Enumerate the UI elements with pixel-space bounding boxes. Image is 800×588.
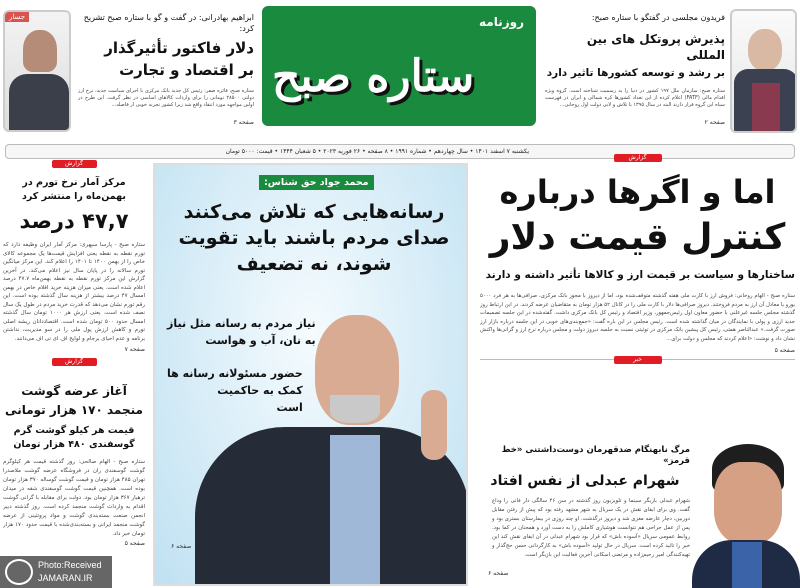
- story-headline: بر رشد و توسعه کشورها تاثیر دارد: [546, 67, 725, 79]
- story-body: ستاره صبح: سازمان ملل ۱۹۷ کشور در دنیا را به رسمیت شناخته است. گروه ویژه اقدام مالی (FATF) اعلام کرده از این تعداد کشورها کره شمالی و ایران در فهرست سیاه این گروه قرار دارند البته در سال ۱۳۹۵ با تلاش و لابی دولت اول روحانی...: [545, 88, 725, 108]
- photo-badge: جسار: [5, 12, 29, 22]
- page-ref: صفحه ۵: [124, 540, 145, 547]
- main-headline: اما و اگرها درباره: [499, 173, 776, 211]
- page-ref: صفحه ۲: [704, 119, 725, 126]
- page-ref: صفحه ۷: [124, 346, 145, 353]
- meat-story[interactable]: [3, 382, 145, 548]
- story-kicker: فریدون مجلسی در گفتگو با ستاره صبح:: [591, 13, 725, 22]
- jamaran-logo-icon: [5, 559, 33, 585]
- masthead-title: ستاره صبح: [272, 51, 475, 102]
- obituary-story[interactable]: [480, 445, 690, 578]
- story-kicker: مرکز آمار نرخ تورم در بهمن‌ماه را منتشر کرد: [22, 177, 126, 202]
- story-body: ستاره صبح - پارسا سپهری: مرکز آمار ایران وظیفه دارد که تورم نقطه به نقطه یعنی افزایش قیمت‌ها یک مجموعه کالای خاص را از بهمن ۱۴۰۰ تا ۱۴۰۱ را اعلام کند. این مرکز میانگین تورم سالانه را در پایان سال نیز اعلام می‌کند. در آخرین گزارش این مرکز تورم نقطه به نقطه بهمن‌ماه ۴۷.۷ درصد اعلام شده است. یعنی میزان هزینه خرید اقلام خاص در بهمن امسال ۴۷ درصد بیشتر از هزینه سال گذشته بوده است. این رقم تورم نشان می‌دهد که قدرت خرید مردم در طول یک سال نصف شده است. یعنی ارزش هر ۱۰۰۰ تومان سال گذشته امسال حدود ۵۰۰ تومان شده است. اقتصاددانان ریشه اصلی تورم و کاهش ارزش پول ملی را در سو مدیریت، نداشتن برنامه و عدم احیای برجام و لوایح اف ای تی اف می‌دانند.: [3, 242, 145, 342]
- story-headline: شهرام عبدلی از نفس افتاد: [490, 473, 680, 489]
- page-ref: صفحه ۵: [774, 347, 795, 354]
- interview-feature[interactable]: [153, 163, 468, 586]
- quote-line: به نان، آب و هواست: [205, 334, 316, 347]
- watermark: [0, 556, 112, 588]
- quote-line: حضور مسئولانه رسانه ها: [167, 367, 303, 380]
- page-ref: صفحه ۳: [233, 119, 254, 126]
- photo-majlesi: [730, 9, 797, 133]
- story-body: ستاره صبح، فائزه صفر: رئیس کل جدید بانک مرکزی با اجرای سیاست جدید، نرخ ارز دولتی ۲۸۵۰۰ تومانی را برای واردات کالاهای اساسی در نظر گرفت. این طرح در اولین مواجهه مورد انتقاد واقع شد زیرا کشور تجربه خوبی از فاصله...: [78, 88, 254, 108]
- page-ref: صفحه ۶: [488, 570, 509, 577]
- main-headline: کنترل قیمت دلار: [489, 217, 786, 258]
- watermark-line-2: JAMARAN.IR: [38, 573, 93, 583]
- main-story[interactable]: [480, 154, 795, 364]
- quote-line: است: [276, 401, 303, 414]
- quote-line: نیاز مردم به رسانه مثل نیاز: [167, 317, 316, 330]
- masthead-label: روزنامه: [479, 15, 524, 29]
- masthead-logo: [262, 6, 536, 126]
- story-headline: بر اقتصاد و تجارت: [119, 61, 254, 79]
- quote-line: کمک به حاکمیت: [217, 384, 303, 397]
- report-tag: گزارش: [52, 160, 97, 168]
- news-tag: خبر: [614, 356, 662, 364]
- page-ref: صفحه ۶: [171, 543, 192, 550]
- story-kicker: مرگ نابهنگام ضدقهرمان دوست‌داشتنی «خط قرمز»: [501, 445, 690, 466]
- watermark-line-1: Photo:Received: [38, 560, 102, 570]
- report-tag: گزارش: [52, 358, 97, 366]
- interview-quote-1: [167, 315, 316, 349]
- interview-quote-2: [167, 365, 303, 416]
- story-headline: ۴۷,۷ درصد: [19, 209, 129, 233]
- story-headline: دلار فاکتور تأثیرگذار: [104, 39, 254, 57]
- left-top-story[interactable]: [78, 12, 254, 127]
- main-subhead: ساختارها و سیاست بر قیمت ارز و کالاها تأثیر داشته و دارند: [485, 269, 795, 281]
- dateline-text: یکشنبه ۷ اسفند ۱۴۰۱ • سال چهاردهم • شماره ۱۹۹۱ • ۸ صفحه • ۲۶ فوریه ۲۰۲۳ • ۵ شعبان ۱۴۴۴ • قیمت: ۵۰۰۰ تومان: [225, 148, 529, 155]
- story-headline: پذیرش پروتکل های بین المللی: [586, 32, 725, 62]
- story-headline: آغاز عرضه گوشت منجمد ۱۷۰ هزار تومانی: [5, 384, 143, 417]
- inflation-story[interactable]: [3, 160, 145, 366]
- story-subhead: قیمت هر کیلو گوشت گرم گوسفندی ۴۸۰ هزار تومان: [13, 425, 135, 450]
- story-kicker: ابراهیم بهادرانی: در گفت و گو با ستاره صبح تشریح کرد:: [83, 13, 254, 33]
- photo-shahram-abdoli: [692, 440, 800, 588]
- right-top-story[interactable]: [545, 12, 725, 127]
- interview-kicker: محمد جواد حق شناس:: [259, 175, 374, 190]
- story-body: شهرام عبدلی بازیگر سینما و تلویزیون روز گذشته در سن ۴۶ سالگی دار فانی را وداع گفت. وی برای ایفای نقش در یک سریال به شهر مشهد رفته بود که پیش از رفتن مقابل دوربین، دچار عارضه مغزی شد و دیروز درگذشت. او چند روزی در بیمارستان بستری بود و پس از عمل جراحی هم نتوانست هوشیاری کاملش را به دست آورد و همجنان در کما بود. روابط عمومی سریال «آسوده باش» که قرار بود شهرام عبدلی در آن ایفای نقش کند این خبر را تائید کرده است. سریال در حال تولید «آسوده باش» به کارگردانی حسن حج‌گذار و تهیه‌کنندگی امیر رحیم‌زاده و مرتضی اسکانی آخرین فعالیت این بازیگر است.: [492, 498, 690, 558]
- story-body: ستاره صبح - الهام روحانی: فروش ارز با کارت ملی هفته گذشته متوقف‌شده بود، اما از دیروز با مجوز بانک مرکزی، صرافی‌ها به هر فرد ۵۰۰۰ یورو یا معادل آن ارز به مردم فروختند. دیروز صرافی‌ها دلار با کارت ملی را در کانال ۵۲ هزار تومان به متقاضیان عرضه کردند. در این ارتباط روز گذشته مجلس جلسه غیرعلنی با حضور معاون اول رئیس‌جمهور، وزیر اقتصاد و رئیس کل بانک مرکزی داشت. گفته‌شده در این جلسه تصمیمات جدید ارزی و پولی با نمایندگان در میان گذاشته شده است. رئیس مجلس در این باره گفت: «جمع‌بندی‌های خوبی در این جلسه درباره بازار ارز صورت گرفت.» عبدالناصر همتی، رئیس کل پیشین بانک مرکزی در توئیتی نسبت به جلسه دیروز دولت و مجلس درباره نرخ ارز و گرانی‌ها واکنش نشان داد و نوشت: «اعلام کردند که مجلس و دولت برای...: [480, 293, 795, 342]
- photo-bahadorani: [3, 10, 71, 132]
- interview-headline: رسانه‌هایی که تلاش می‌کنند صدای مردم باشند باید تقویت شوند، نه تضعیف: [178, 201, 450, 275]
- story-body: ستاره صبح - الهام صالحی: روز گذشته قیمت هر کیلوگرم گوشت گوسفندی ران در فروشگاه عرضه گوشت ملاصدرا تهران ۴۸۵ هزار تومان و قیمت گوشت گوساله ۳۷۰ هزار تومان بوده است. همچنین قیمت گوشت گوسفندی شقه در میدان ترهبار ۳۶۷ هزار تومان بود. دولت برای مقابله با گرانی گوشت اقدام به واردات گوشت منجمد کرده است. روز گذشته دبیر انجمن صنعت بسته‌بندی گوشت و مواد پروتئینی از عرضه گوشت منجمد ایرانی و بسته‌بندی‌شده با قیمت حدود ۱۷۰ هزار تومان خبر داد.: [3, 459, 145, 537]
- report-tag: گزارش: [614, 154, 662, 162]
